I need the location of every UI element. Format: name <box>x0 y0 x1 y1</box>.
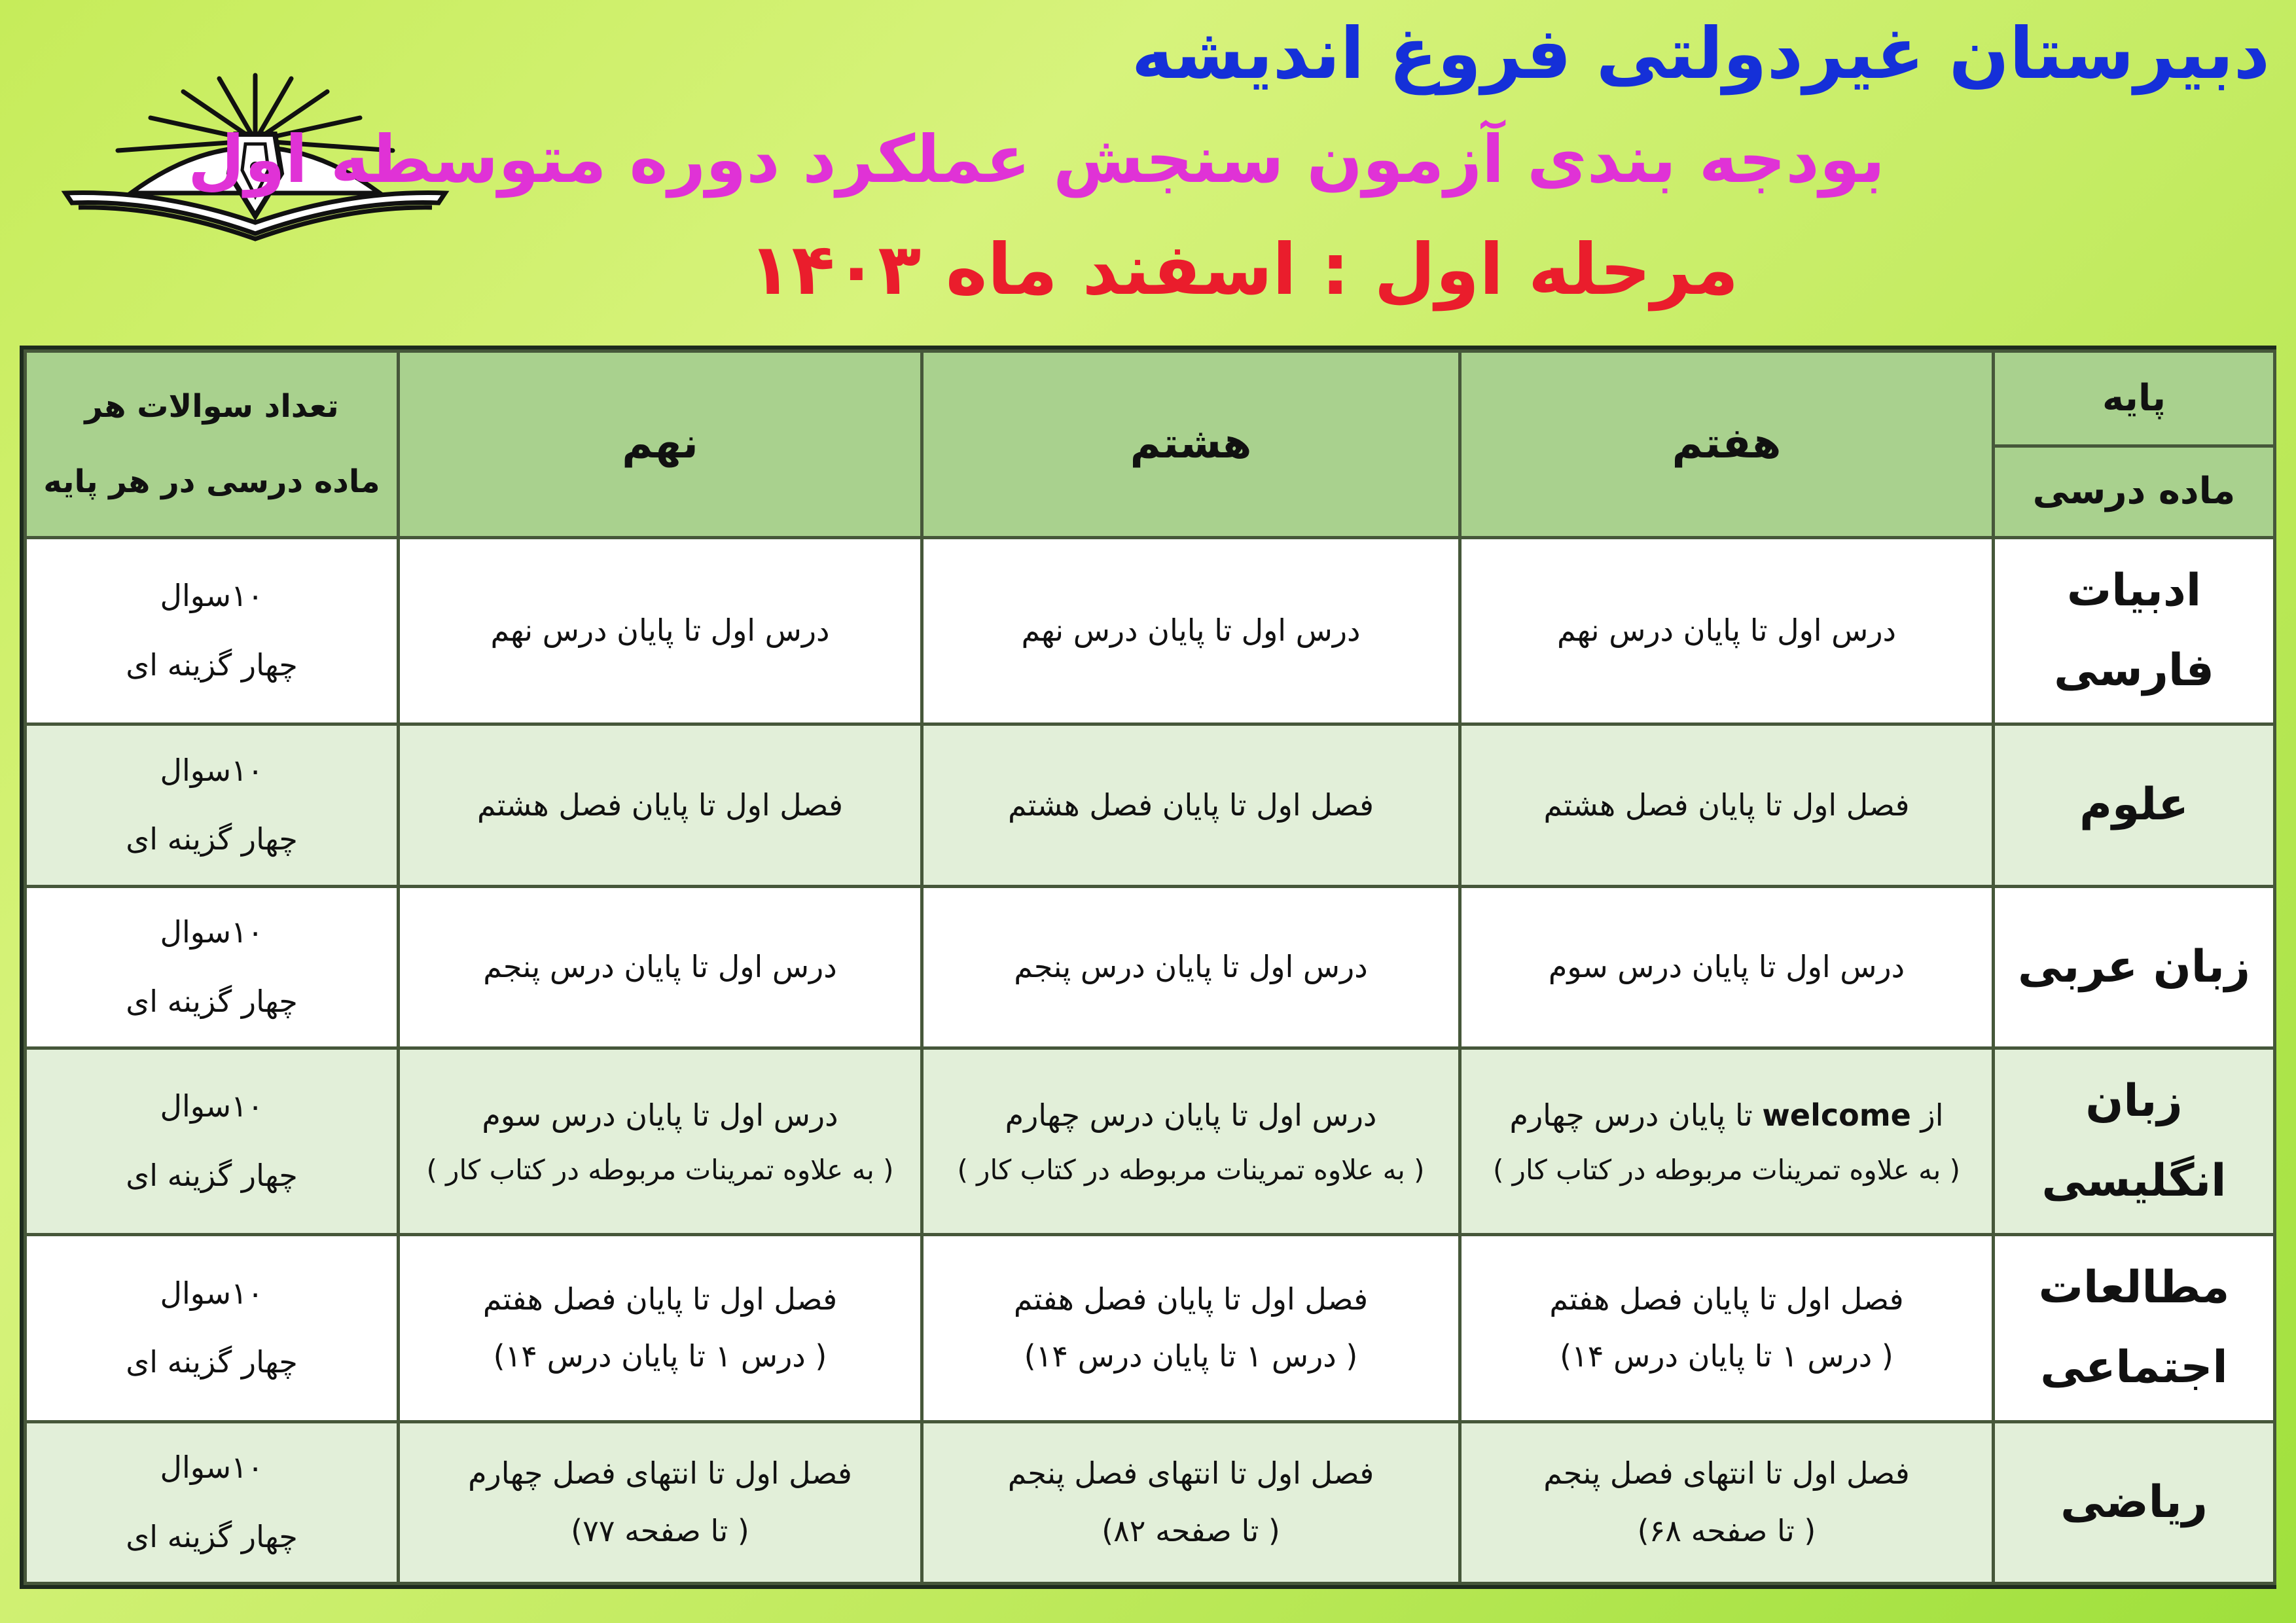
cell-note: ( تا صفحه ۷۷) <box>571 1512 749 1548</box>
count-value: ۱۰سوال <box>160 1450 264 1485</box>
cell-grade9: درس اول تا پایان درس پنجم <box>399 886 922 1048</box>
count-type: چهار گزینه ای <box>126 647 298 683</box>
table-row <box>26 886 2275 1048</box>
cell-note: ( درس ۱ تا پایان درس ۱۴) <box>493 1338 827 1374</box>
question-count-cell <box>26 1048 399 1235</box>
cell-grade7: درس اول تا پایان درس نهم <box>1460 538 1994 724</box>
cell-line1: فصل اول تا پایان فصل هفتم <box>1013 1281 1369 1317</box>
cell-grade9: فصل اول تا پایان فصل هشتم <box>399 724 922 886</box>
cell-grade7 <box>1460 1048 1994 1235</box>
cell-text: تا پایان درس چهارم <box>1509 1097 1763 1133</box>
cell-grade7: درس اول تا پایان درس سوم <box>1460 886 1994 1048</box>
cell-note: ( تا صفحه ۸۲) <box>1102 1512 1280 1548</box>
cell-grade8 <box>922 1048 1460 1235</box>
subject-english: زبان انگلیسی <box>1994 1048 2275 1235</box>
exam-budget-table <box>20 346 2276 1589</box>
table-row <box>26 1048 2275 1235</box>
header-grade-9: نهم <box>399 351 922 538</box>
cell-line1: فصل اول تا انتهای فصل پنجم <box>1543 1455 1910 1491</box>
header-grade-7: هفتم <box>1460 351 1994 538</box>
count-value: ۱۰سوال <box>160 578 264 614</box>
cell-grade9 <box>399 1048 922 1235</box>
question-count-cell <box>26 724 399 886</box>
count-type: چهار گزینه ای <box>126 1344 298 1380</box>
cell-line1: فصل اول تا پایان فصل هفتم <box>482 1281 838 1317</box>
count-type: چهار گزینه ای <box>126 983 298 1019</box>
cell-line1: فصل اول تا انتهای فصل پنجم <box>1007 1455 1374 1491</box>
cell-line1: فصل اول تا پایان فصل هفتم <box>1549 1281 1904 1317</box>
subject-math: ریاضی <box>1994 1421 2275 1583</box>
cell-line1: درس اول تا پایان درس سوم <box>482 1097 838 1133</box>
cell-text: از <box>1910 1097 1944 1133</box>
cell-grade7 <box>1460 1235 1994 1421</box>
count-value: ۱۰سوال <box>160 914 264 950</box>
cell-note: ( درس ۱ تا پایان درس ۱۴) <box>1560 1338 1893 1374</box>
question-count-cell <box>26 886 399 1048</box>
table-row <box>26 1235 2275 1421</box>
count-value: ۱۰سوال <box>160 1275 264 1311</box>
question-count-cell <box>26 1421 399 1583</box>
cell-line1 <box>1462 1087 1992 1144</box>
cell-grade7: فصل اول تا پایان فصل هشتم <box>1460 724 1994 886</box>
cell-grade9 <box>399 1235 922 1421</box>
question-count-cell <box>26 538 399 724</box>
cell-line1: درس اول تا پایان درس چهارم <box>1005 1097 1377 1133</box>
cell-note: ( به علاوه تمرینات مربوطه در کتاب کار ) <box>426 1153 894 1186</box>
count-value: ۱۰سوال <box>160 1088 264 1124</box>
table-row <box>26 538 2275 724</box>
cell-line1: فصل اول تا انتهای فصل چهارم <box>468 1455 852 1491</box>
question-count-cell <box>26 1235 399 1421</box>
subject-science: علوم <box>1994 724 2275 886</box>
cell-note: ( به علاوه تمرینات مربوطه در کتاب کار ) <box>957 1153 1425 1186</box>
school-name-title: دبیرستان غیردولتی فروغ اندیشه <box>1131 13 2270 95</box>
count-type: چهار گزینه ای <box>126 1158 298 1194</box>
cell-grade9 <box>399 1421 922 1583</box>
subject-persian-literature: ادبیات فارسی <box>1994 538 2275 724</box>
table-row <box>26 1421 2275 1583</box>
cell-text-latin: welcome <box>1762 1097 1911 1133</box>
header-count-line2: ماده درسی در هر پایه <box>43 463 380 500</box>
cell-note: ( درس ۱ تا پایان درس ۱۴) <box>1024 1338 1358 1374</box>
cell-grade7 <box>1460 1421 1994 1583</box>
cell-grade8: درس اول تا پایان درس نهم <box>922 538 1460 724</box>
header-grade-8: هشتم <box>922 351 1460 538</box>
cell-grade9: درس اول تا پایان درس نهم <box>399 538 922 724</box>
subject-arabic: زبان عربی <box>1994 886 2275 1048</box>
table-row <box>26 724 2275 886</box>
cell-grade8: درس اول تا پایان درس پنجم <box>922 886 1460 1048</box>
header-question-count <box>26 351 399 538</box>
cell-grade8 <box>922 1235 1460 1421</box>
cell-note: ( به علاوه تمرینات مربوطه در کتاب کار ) <box>1492 1153 1961 1186</box>
count-type: چهار گزینه ای <box>126 821 298 857</box>
count-type: چهار گزینه ای <box>126 1518 298 1554</box>
exam-budget-subtitle: بودجه بندی آزمون سنجش عملکرد دوره متوسطه اول <box>187 121 1885 198</box>
subject-line1: مطالعات <box>2038 1262 2230 1314</box>
cell-grade8: فصل اول تا پایان فصل هشتم <box>922 724 1460 886</box>
header-count-line1: تعداد سوالات هر <box>84 387 339 425</box>
exam-stage-date: مرحله اول : اسفند ماه ۱۴۰۳ <box>748 229 1739 311</box>
header-base-cell: پایه <box>1994 351 2275 446</box>
subject-social-studies <box>1994 1235 2275 1421</box>
subject-line2: اجتماعی <box>2040 1342 2228 1394</box>
header-subject-cell: ماده درسی <box>1994 446 2275 538</box>
cell-grade8 <box>922 1421 1460 1583</box>
cell-note: ( تا صفحه ۶۸) <box>1637 1512 1816 1548</box>
count-value: ۱۰سوال <box>160 752 264 788</box>
